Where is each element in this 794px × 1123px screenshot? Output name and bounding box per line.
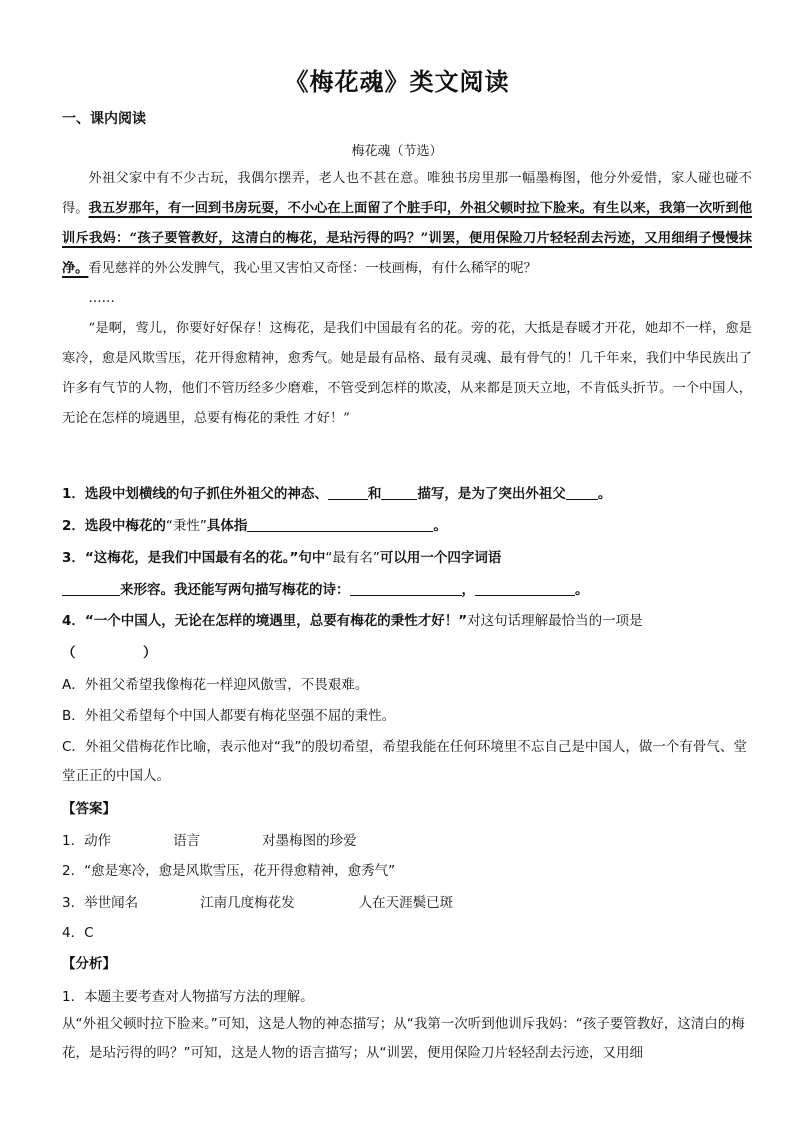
option-a: A．外祖父希望我像梅花一样迎风傲雪，不畏艰难。: [62, 677, 369, 693]
question-text: 3．: [62, 550, 85, 566]
answer-3: [62, 891, 752, 911]
question-2: [62, 514, 752, 534]
answer-text: 语言: [173, 833, 201, 849]
passage-text: 外祖父家中有不少古玩，我偶尔摆弄，老人也不甚在意。唯独书房里那一幅墨梅图，他分外爱惜，家人碰也碰不得。: [62, 171, 752, 216]
answer-blank[interactable]: [475, 581, 575, 596]
answer-blank[interactable]: [566, 485, 598, 500]
answer-blank[interactable]: [328, 485, 368, 500]
question-text: 和: [367, 486, 382, 502]
passage-title: 梅花魂（节选）: [351, 144, 443, 159]
answer-4: 4．C: [62, 925, 94, 941]
analysis-line-1: 1．本题主要考查对人物描写方法的理解。: [62, 989, 314, 1005]
answer-text: 江南几度梅花发: [200, 895, 295, 911]
answer-blank[interactable]: [381, 485, 417, 500]
analysis-paragraph: 从“外祖父顿时拉下脸来。”可知，这是人物的神态描写；从“我第一次听到他训斥我妈：“孩子要管教好，这清白的梅花，是玷污得的吗？”可知，这是人物的语言描写；从“训罢，便用保险刀片轻轻刮去污迹，又用细: [62, 1016, 745, 1061]
question-text: ，: [461, 582, 475, 598]
answer-blank[interactable]: [350, 581, 462, 596]
answer-text: 人在天涯鬓已斑: [358, 895, 454, 911]
question-text: 可以用一个四字词语: [379, 550, 502, 566]
section-heading: 一、课内阅读: [62, 111, 146, 127]
question-text: 。: [597, 486, 612, 502]
question-text: “一个中国人，无论在怎样的境遇里，总要有梅花的秉性才好！”: [84, 613, 468, 629]
question-text: 。: [433, 518, 447, 534]
underlined-sentence: 我五岁那年，有一回到书房玩耍，不小心在上面留了个脏手印，外祖父顿时拉下脸来。有生以来，我第一次听到他训斥我妈：“孩子要管教好，这清白的梅花，是玷污得的吗？”训罢，便用保险刀片轻轻刮去污迹，又用细绢子慢慢抹净。: [62, 201, 753, 276]
question-text: “最有名”: [325, 550, 380, 566]
option-c: C．外祖父借梅花作比喻，表示他对“我”的殷切希望，希望我能在任何环境里不忘自己是中国人，做一个有骨气、堂堂正正的中国人。: [62, 739, 747, 784]
answer-text: 3．举世闻名: [62, 895, 139, 911]
answer-text: 对墨梅图的珍爱: [262, 833, 357, 849]
passage-ellipsis: ……: [88, 291, 115, 306]
answer-heading: 【答案】: [62, 801, 116, 817]
analysis-heading: 【分析】: [62, 956, 116, 972]
question-text: 4．: [62, 613, 85, 629]
question-text: “这梅花，是我们中国最有名的花。”句中: [84, 550, 326, 566]
question-text: 1．选段中划横线的句子抓住外祖父的神态、: [62, 486, 328, 502]
question-text: “秉性”: [165, 518, 207, 534]
question-text: 2．选段中梅花的: [62, 518, 166, 534]
question-4: [62, 609, 752, 629]
document-title: 《梅花魂》类文阅读: [284, 67, 510, 96]
option-b: B．外祖父希望每个中国人都要有梅花坚强不屈的秉性。: [62, 708, 396, 724]
question-3-continued: [62, 578, 752, 598]
answer-blank[interactable]: [247, 517, 433, 532]
question-1: [62, 482, 752, 502]
passage-paragraph-2: “是啊，莺儿，你要好好保存！这梅花，是我们中国最有名的花。旁的花，大抵是春暖才开花，她却不一样，愈是寒冷，愈是风欺雪压，花开得愈精神，愈秀气。她是最有品格、最有灵魂、最有骨气的！几千年来，我们中华民族出了许多有气节的人物，他们不管历经多少磨难，不管受到怎样的欺凌，从来都是顶天立地，不肯低头折节。一个中国人，无论在怎样的境遇里，总要有梅花的秉性 才好！”: [62, 321, 752, 426]
question-text: 描写，是为了突出外祖父: [417, 486, 566, 502]
passage-text: 看见慈祥的外公发脾气，我心里又害怕又奇怪：一枝画梅，有什么稀罕的呢？: [88, 261, 537, 276]
question-text: 来形容。我还能写两句描写梅花的诗：: [120, 582, 350, 598]
question-text: 对这句话理解最恰当的一项是: [467, 613, 643, 629]
question-text: 。: [575, 582, 589, 598]
answer-1: [62, 829, 752, 849]
passage-paragraph-1: [62, 164, 752, 284]
passage: [62, 164, 752, 434]
question-text: 具体指: [206, 518, 248, 534]
answer-text: 1．动作: [62, 833, 112, 849]
answer-blank[interactable]: [62, 581, 120, 596]
question-3: [62, 546, 752, 566]
answer-2: 2．“愈是寒冷，愈是风欺雪压，花开得愈精神，愈秀气”: [62, 863, 396, 879]
answer-paren[interactable]: （ ）: [62, 645, 157, 661]
